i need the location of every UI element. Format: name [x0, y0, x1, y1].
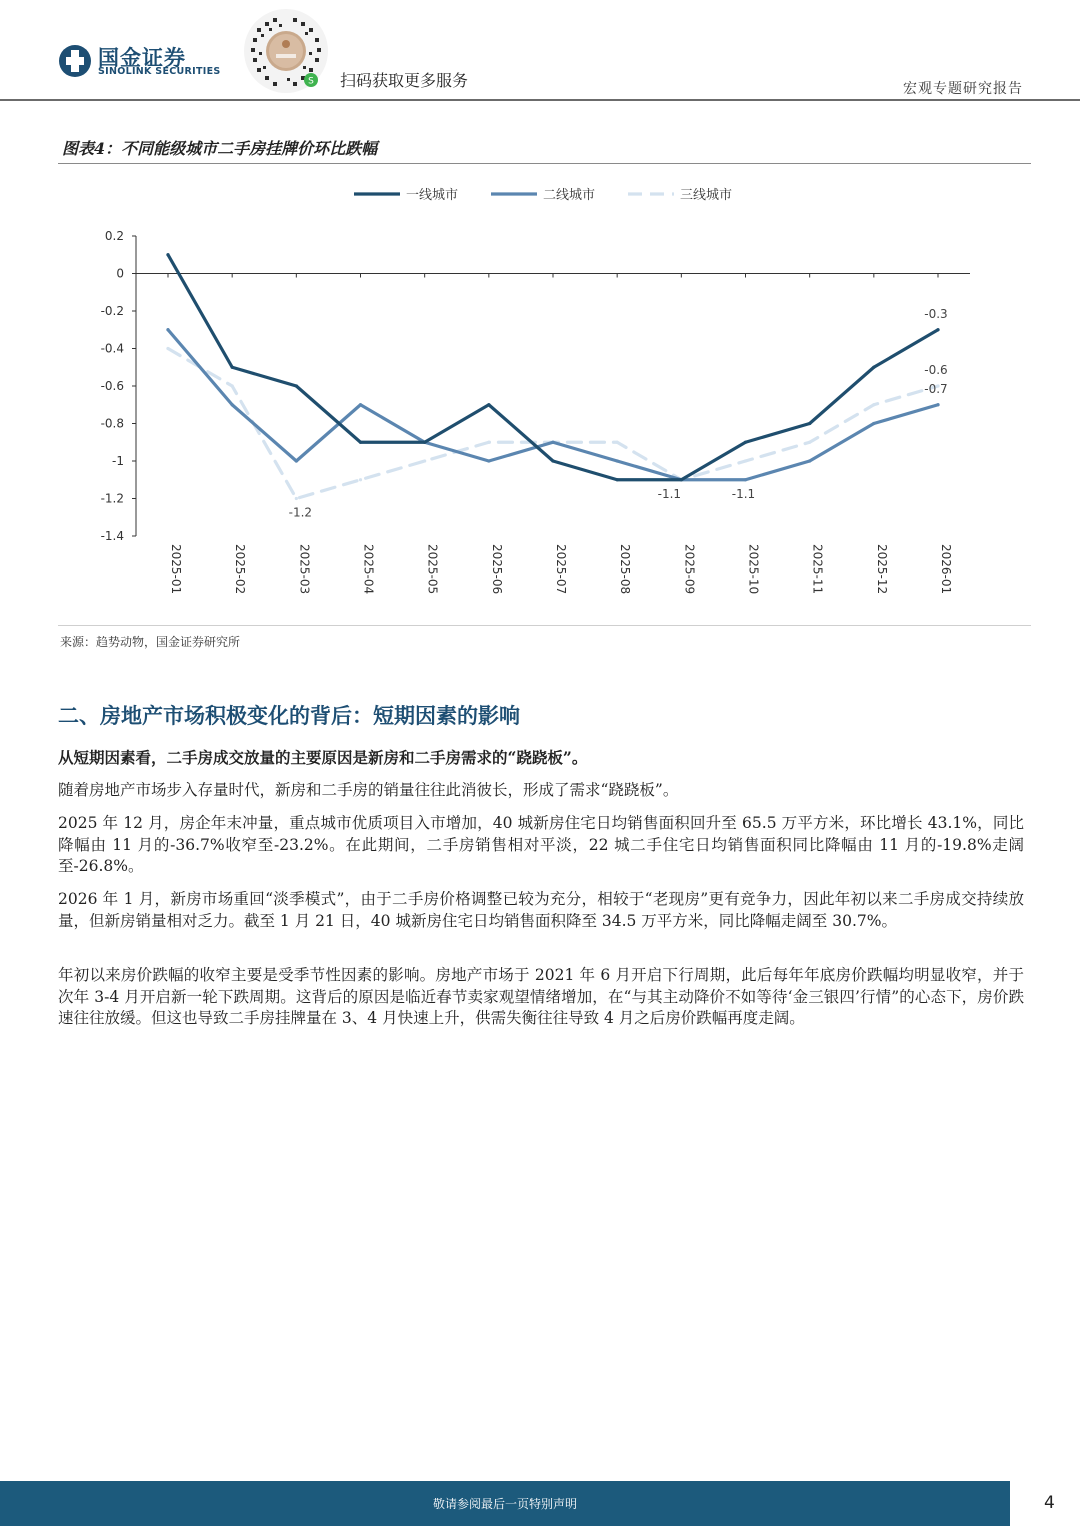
y-tick-label: -1: [112, 454, 124, 468]
data-point: [359, 441, 362, 444]
data-point: [295, 497, 298, 500]
data-point: [872, 366, 875, 369]
figure-top-rule: [58, 163, 1031, 164]
chart-axes: [101, 229, 970, 594]
data-point: [423, 459, 426, 462]
data-point: [808, 459, 811, 462]
data-label: -0.3: [924, 306, 948, 321]
x-tick-label: 2025-12: [874, 544, 889, 595]
data-point: [551, 459, 554, 462]
x-tick-label: 2025-10: [746, 544, 761, 595]
data-point: [295, 459, 298, 462]
line-chart: [58, 168, 1031, 623]
paragraph: 随着房地产市场步入存量时代，新房和二手房的销量往往此消彼长，形成了需求“跷跷板”。: [58, 781, 679, 799]
data-point: [744, 441, 747, 444]
data-point: [231, 384, 234, 387]
qr-code-icon[interactable]: [243, 8, 329, 94]
report-type-label: 宏观专题研究报告: [903, 81, 1023, 97]
company-name-en: SINOLINK SECURITIES: [98, 66, 221, 77]
qr-caption: 扫码获取更多服务: [340, 71, 469, 90]
y-tick-label: -0.6: [100, 379, 124, 393]
data-point: [166, 253, 169, 256]
data-point: [166, 347, 169, 350]
y-tick-label: -0.4: [100, 341, 124, 356]
data-point: [551, 441, 554, 444]
data-point: [359, 478, 362, 481]
y-tick-label: -0.8: [100, 416, 124, 431]
x-tick-label: 2025-01: [169, 544, 183, 595]
paragraph: 2025 年 12 月，房企年末冲量，重点城市优质项目入市增加，40 城新房住宅日均销售面积回升至 65.5 万平方米，环比增长 43.1%，同比降幅由 11 月的-36.7%收窄至-23.2%。在此期间，二手房销售相对平淡，22 城二手住宅日均销售面积同比降幅由 11 月的-19.8%走阔至-26.8%。: [58, 814, 1024, 875]
data-point: [166, 328, 169, 331]
data-label: -1.1: [731, 486, 756, 501]
page-footer: [0, 1481, 1010, 1526]
x-tick-label: 2025-05: [425, 544, 440, 595]
disclaimer-link[interactable]: 敬请参阅最后一页特别声明: [432, 1497, 577, 1511]
paragraph-lead: 从短期因素看，二手房成交放量的主要原因是新房和二手房需求的“跷跷板”。: [58, 748, 588, 767]
data-point: [423, 441, 426, 444]
x-tick-label: 2025-04: [361, 544, 376, 595]
data-label: -0.7: [924, 381, 948, 396]
data-label: -0.6: [924, 363, 948, 377]
x-tick-label: 2025-09: [682, 544, 697, 595]
y-tick-label: -0.2: [100, 304, 124, 318]
x-tick-label: 2025-08: [618, 544, 633, 595]
legend-label: 二线城市: [543, 188, 596, 203]
data-point: [616, 478, 619, 481]
data-point: [616, 459, 619, 462]
data-point: [487, 459, 490, 462]
data-point: [295, 384, 298, 387]
x-tick-label: 2025-02: [233, 544, 248, 595]
data-point: [872, 422, 875, 425]
header-divider: [0, 99, 1080, 101]
paragraph: 2026 年 1 月，新房市场重回“淡季模式”，由于二手房价格调整已较为充分，相较于“老现房”更有竞争力，因此年初以来二手房成交持续放量，但新房销量相对乏力。截至 1 月 21 日，40 城新房住宅日均销售面积降至 34.5 万平方米，同比降幅走阔至 30.7%。: [58, 890, 1024, 930]
data-label: -1.2: [288, 505, 313, 520]
data-point: [359, 403, 362, 406]
data-point: [744, 478, 747, 481]
data-point: [808, 422, 811, 425]
y-tick-label: -1.4: [100, 529, 124, 543]
chart-series: [166, 253, 939, 500]
x-tick-label: 2025-11: [810, 544, 825, 595]
series-line: [168, 255, 938, 480]
data-point: [616, 441, 619, 444]
data-point: [680, 478, 683, 481]
x-tick-label: 2026-01: [939, 544, 953, 595]
y-tick-label: 0.2: [104, 229, 124, 243]
legend-label: 三线城市: [680, 188, 733, 203]
data-point: [872, 403, 875, 406]
x-tick-label: 2025-06: [489, 544, 504, 595]
series-line: [168, 330, 938, 480]
y-tick-label: -1.2: [100, 491, 124, 506]
figure-title: 图表4：不同能级城市二手房挂牌价环比跌幅: [62, 139, 378, 158]
chart-legend: [354, 187, 732, 203]
company-name-cn: 国金证券: [98, 46, 186, 70]
y-tick-label: 0: [116, 266, 124, 281]
x-tick-label: 2025-07: [554, 544, 568, 595]
series-line: [168, 349, 938, 499]
data-point: [808, 441, 811, 444]
page-number: 4: [1044, 1493, 1055, 1513]
figure-bottom-rule: [58, 625, 1031, 626]
page-header: [0, 0, 1080, 100]
figure-source: 来源：趋势动物，国金证券研究所: [60, 635, 241, 649]
data-point: [936, 403, 939, 406]
chart-data-labels: [289, 307, 948, 520]
section-heading: 二、房地产市场积极变化的背后：短期因素的影响: [58, 704, 520, 728]
data-point: [231, 366, 234, 369]
x-tick-label: 2025-03: [297, 544, 312, 595]
legend-label: 一线城市: [406, 188, 459, 203]
sinolink-logo-icon: [58, 44, 92, 78]
data-point: [487, 441, 490, 444]
data-point: [936, 328, 939, 331]
data-point: [231, 403, 234, 406]
data-label: -1.1: [657, 486, 682, 501]
svg-text:S: S: [308, 76, 314, 87]
data-point: [487, 403, 490, 406]
paragraph: 年初以来房价跌幅的收窄主要是受季节性因素的影响。房地产市场于 2021 年 6 月开启下行周期，此后每年年底房价跌幅均明显收窄，并于次年 3-4 月开启新一轮下跌周期。这背后的原因是临近春节卖家观望情绪增加，在“与其主动降价不如等待‘金三银四’行情”的心态下，房价跌速往往放缓。但这也导致二手房挂牌量在 3、4 月快速上升，供需失衡往往导致 4 月之后房价跌幅再度走阔。: [58, 966, 1024, 1027]
data-point: [744, 459, 747, 462]
